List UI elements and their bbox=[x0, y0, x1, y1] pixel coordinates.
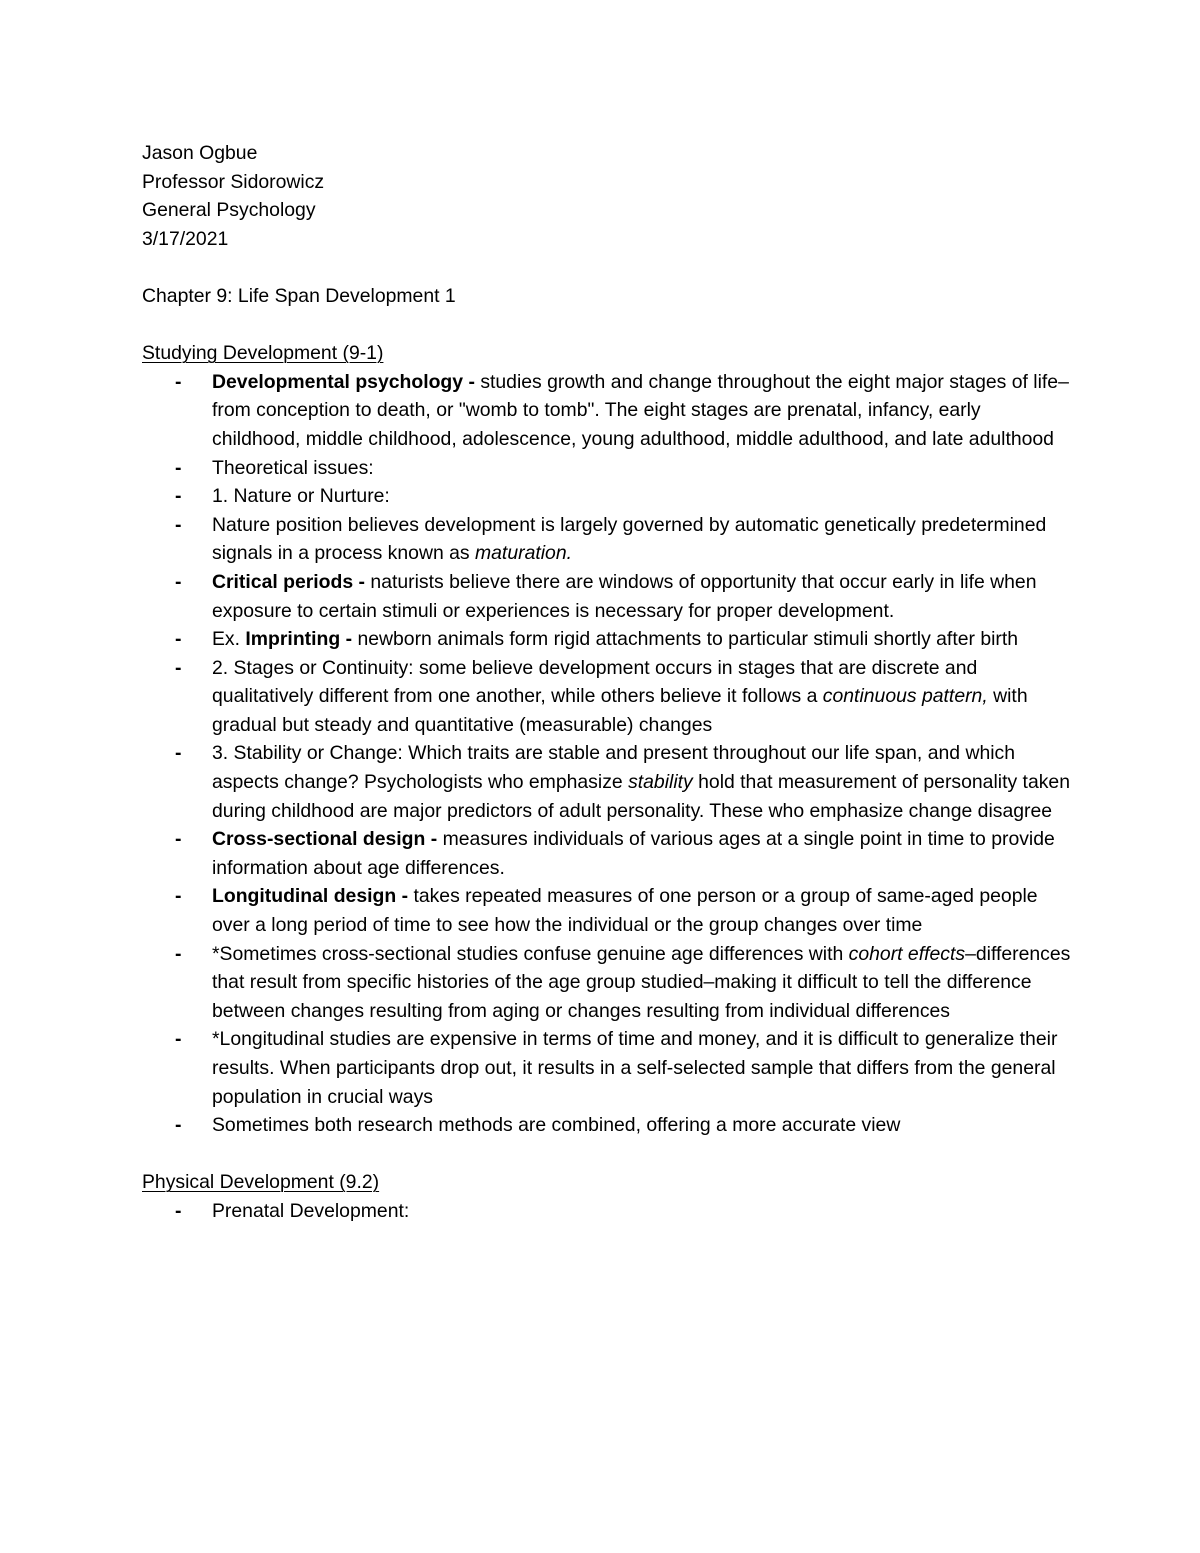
bullet-text: 3. Stability or Change: Which traits are stable and present throughout our life span, and which aspects change? Psychologists who emphasize bbox=[212, 742, 1016, 794]
bullet-text: with gradual but steady and quantitative (measurable) changes bbox=[212, 685, 1028, 736]
bullet-item bbox=[142, 454, 1072, 483]
dash-bullet-icon: - bbox=[175, 742, 182, 765]
emphasized-text: maturation. bbox=[475, 542, 573, 565]
bullet-text: –differences that result from specific histories of the age group studied–making it difficult to tell the difference between changes resulting from aging or changes resulting from individual differences bbox=[212, 942, 1071, 1022]
section-heading: Physical Development (9.2) bbox=[142, 1171, 380, 1194]
notes-section bbox=[142, 1168, 1072, 1225]
dash-bullet-icon: - bbox=[175, 828, 182, 851]
notes-sections bbox=[142, 339, 1072, 1225]
dash-bullet-icon: - bbox=[175, 513, 182, 536]
bullet-item bbox=[142, 940, 1072, 1026]
section-heading: Studying Development (9-1) bbox=[142, 342, 384, 365]
key-term: Imprinting - bbox=[245, 628, 358, 651]
bullet-item bbox=[142, 568, 1072, 625]
document-date: 3/17/2021 bbox=[142, 227, 229, 250]
bullet-text: newborn animals form rigid attachments to particular stimuli shortly after birth bbox=[357, 628, 1019, 651]
spacer bbox=[142, 311, 1072, 340]
bullet-text: Ex. bbox=[212, 628, 246, 651]
emphasized-text: continuous pattern, bbox=[822, 685, 988, 708]
bullet-item bbox=[142, 482, 1072, 511]
bullet-text: *Longitudinal studies are expensive in terms of time and money, and it is difficult to generalize their results. When participants drop out, it results in a self-selected sample that differs from the general population in crucial ways bbox=[212, 1028, 1058, 1108]
bullet-item bbox=[142, 825, 1072, 882]
key-term: Developmental psychology - bbox=[212, 370, 481, 393]
header-block bbox=[142, 139, 1072, 253]
bullet-text: Theoretical issues: bbox=[212, 456, 374, 479]
course-name: General Psychology bbox=[142, 199, 316, 222]
bullet-text: takes repeated measures of one person or a group of same-aged people over a long period of time to see how the individual or the group changes over time bbox=[212, 885, 1038, 937]
bullet-item bbox=[142, 1025, 1072, 1111]
bullet-item bbox=[142, 1197, 1072, 1226]
spacer bbox=[142, 1140, 1072, 1169]
bullet-text: Sometimes both research methods are combined, offering a more accurate view bbox=[212, 1114, 901, 1137]
key-term: Cross-sectional design - bbox=[212, 828, 443, 851]
bullet-item bbox=[142, 1111, 1072, 1140]
dash-bullet-icon: - bbox=[175, 485, 182, 508]
emphasized-text: stability bbox=[628, 771, 693, 794]
key-term: Critical periods - bbox=[212, 570, 371, 593]
dash-bullet-icon: - bbox=[175, 885, 182, 908]
dash-bullet-icon: - bbox=[175, 456, 182, 479]
bullet-text: 1. Nature or Nurture: bbox=[212, 485, 390, 508]
bullet-text: hold that measurement of personality taken during childhood are major predictors of adult personality. These who emphasize change disagree bbox=[212, 771, 1070, 822]
dash-bullet-icon: - bbox=[175, 370, 182, 393]
bullet-item bbox=[142, 739, 1072, 825]
bullet-list bbox=[142, 1197, 1072, 1226]
bullet-text: Prenatal Development: bbox=[212, 1199, 410, 1222]
bullet-list bbox=[142, 368, 1072, 1140]
bullet-item bbox=[142, 511, 1072, 568]
bullet-text: *Sometimes cross-sectional studies confuse genuine age differences with bbox=[212, 942, 849, 965]
bullet-item bbox=[142, 654, 1072, 740]
bullet-item bbox=[142, 368, 1072, 454]
dash-bullet-icon: - bbox=[175, 570, 182, 593]
bullet-item bbox=[142, 882, 1072, 939]
dash-bullet-icon: - bbox=[175, 656, 182, 679]
dash-bullet-icon: - bbox=[175, 1114, 182, 1137]
notes-section bbox=[142, 339, 1072, 1140]
document-page bbox=[142, 139, 1072, 1226]
key-term: Longitudinal design - bbox=[212, 885, 414, 908]
dash-bullet-icon: - bbox=[175, 1028, 182, 1051]
bullet-text: studies growth and change throughout the eight major stages of life–from conception to death, or "womb to tomb". The eight stages are prenatal, infancy, early childhood, middle childhood, adolescence, young adulthood, middle adulthood, and late adulthood bbox=[212, 370, 1069, 450]
dash-bullet-icon: - bbox=[175, 942, 182, 965]
bullet-item bbox=[142, 625, 1072, 654]
bullet-text: measures individuals of various ages at a single point in time to provide information about age differences. bbox=[212, 828, 1055, 879]
bullet-text: 2. Stages or Continuity: some believe development occurs in stages that are discrete and qualitatively different from one another, while others believe it follows a bbox=[212, 656, 978, 708]
emphasized-text: cohort effects bbox=[848, 942, 966, 965]
dash-bullet-icon: - bbox=[175, 1199, 182, 1222]
dash-bullet-icon: - bbox=[175, 628, 182, 651]
bullet-text: naturists believe there are windows of opportunity that occur early in life when exposure to certain stimuli or experiences is necessary for proper development. bbox=[212, 570, 1037, 622]
student-name: Jason Ogbue bbox=[142, 142, 258, 164]
chapter-title: Chapter 9: Life Span Development 1 bbox=[142, 284, 456, 307]
bullet-text: Nature position believes development is largely governed by automatic genetically predetermined signals in a process known as bbox=[212, 513, 1047, 565]
professor-name: Professor Sidorowicz bbox=[142, 170, 325, 193]
spacer bbox=[142, 253, 1072, 282]
